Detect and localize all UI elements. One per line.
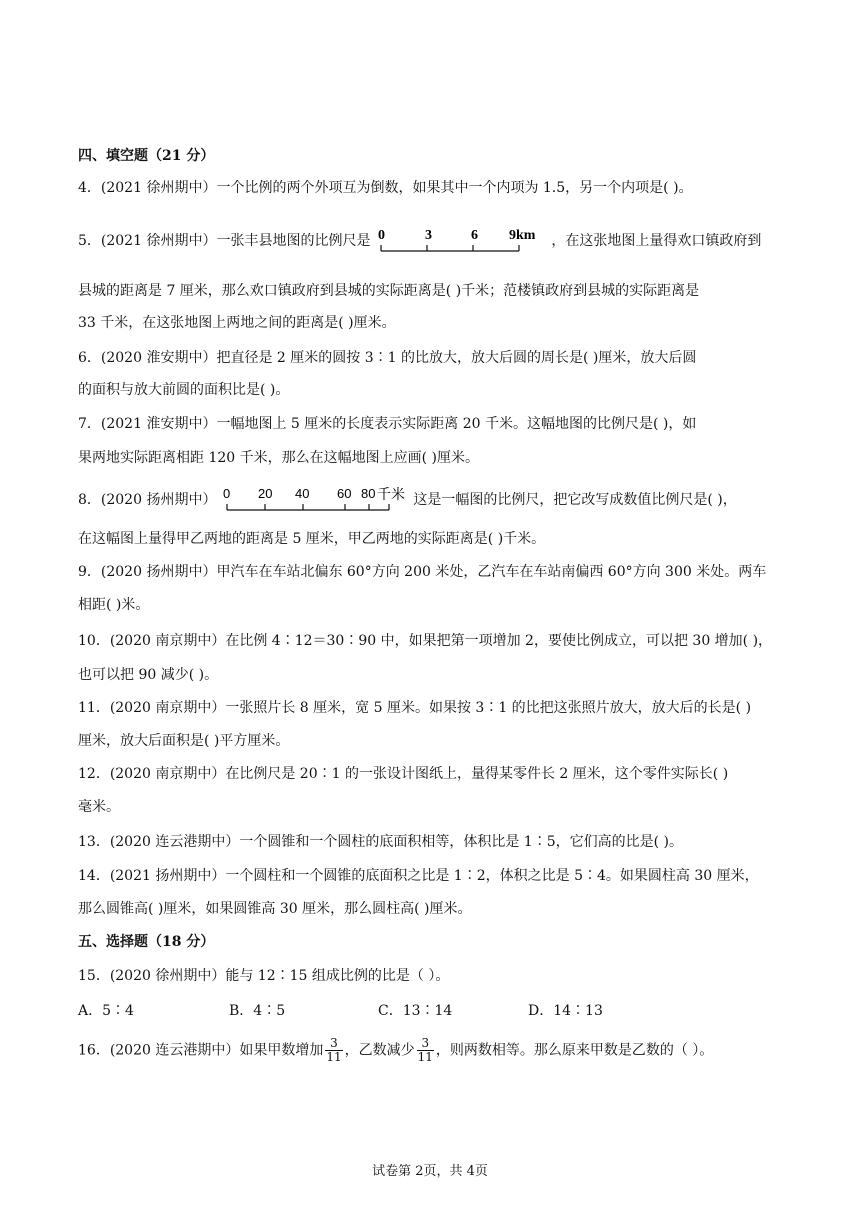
q5-scale-label-6: 6	[470, 228, 478, 243]
fraction-3-11-second	[417, 1037, 434, 1064]
question-14-line-2: 那么圆锥高( )厘米，如果圆锥高 30 厘米，那么圆柱高( )厘米。	[78, 901, 472, 917]
q5-scale-label-9km: 9km	[508, 228, 536, 243]
q5-scale-label-0: 0	[377, 228, 385, 243]
line-scale-bar-q5	[375, 226, 547, 256]
question-15-option-d: D．14∶13	[528, 1003, 603, 1019]
question-16-text-c: ，则两数相等。那么原来甲数是乙数的（ ）。	[435, 1042, 714, 1059]
fraction-numerator: 3	[325, 1037, 342, 1051]
question-9-line-2: 相距( )米。	[78, 597, 150, 613]
question-16-text-b: ，乙数减少	[344, 1042, 415, 1059]
q8-scale-label-80: 80	[360, 486, 376, 501]
q8-scale-label-unit: 千米	[376, 487, 405, 503]
question-16-text-a: 16．(2020 连云港期中）如果甲数增加	[78, 1042, 324, 1059]
question-14-line-1: 14．(2021 扬州期中）一个圆柱和一个圆锥的底面积之比是 1∶2，体积之比是 5∶4。如果圆柱高 30 厘米，	[78, 868, 759, 884]
question-5-line-1	[78, 226, 761, 256]
question-15-option-a: A．5∶4	[78, 1003, 134, 1019]
question-7-line-1: 7．(2021 淮安期中）一幅地图上 5 厘米的长度表示实际距离 20 千米。这幅地图的比例尺是( )，如	[78, 416, 697, 432]
question-9-line-1: 9．(2020 扬州期中）甲汽车在车站北偏东 60°方向 200 米处，乙汽车在车站南偏西 60°方向 300 米处。两车	[78, 564, 767, 580]
question-10-line-1: 10．(2020 南京期中）在比例 4∶12＝30∶90 中，如果把第一项增加 2，要使比例成立，可以把 30 增加( )，	[78, 633, 773, 649]
question-15: 15．(2020 徐州期中）能与 12∶15 组成比例的比是（ ）。	[78, 968, 450, 984]
question-11-line-2: 厘米，放大后面积是( )平方厘米。	[78, 733, 290, 749]
question-8-line-1	[78, 486, 737, 514]
question-6-line-1: 6．(2020 淮安期中）把直径是 2 厘米的圆按 3∶1 的比放大，放大后圆的周长是( )厘米，放大后圆	[78, 350, 697, 366]
q5-scale-label-3: 3	[424, 228, 432, 243]
q8-scale-label-60: 60	[336, 486, 352, 501]
fraction-numerator: 3	[417, 1037, 434, 1051]
question-8-line-2: 在这幅图上量得甲乙两地的距离是 5 厘米，甲乙两地的实际距离是( )千米。	[78, 531, 546, 547]
fraction-3-11-first	[325, 1037, 342, 1064]
q8-scale-label-20: 20	[257, 486, 273, 501]
question-16	[78, 1037, 713, 1064]
question-11-line-1: 11．(2020 南京期中）一张照片长 8 厘米，宽 5 厘米。如果按 3∶1 的比把这张照片放大，放大后的长是( )	[78, 700, 752, 716]
question-15-option-b: B．4∶5	[229, 1003, 286, 1019]
fraction-denominator: 11	[326, 1050, 342, 1064]
question-13: 13．(2020 连云港期中）一个圆锥和一个圆柱的底面积相等，体积比是 1∶5，它们高的比是( )。	[78, 834, 683, 850]
question-6-line-2: 的面积与放大前圆的面积比是( )。	[78, 382, 290, 398]
question-10-line-2: 也可以把 90 减少( )。	[78, 667, 219, 683]
question-7-line-2: 果两地实际距离相距 120 千米，那么在这幅地图上应画( )厘米。	[78, 450, 479, 466]
line-scale-bar-q8	[221, 486, 409, 514]
section-4-heading: 四、填空题（21 分）	[78, 148, 215, 164]
question-8-text-b: 这是一幅图的比例尺，把它改写成数值比例尺是( )，	[413, 492, 737, 508]
fraction-denominator: 11	[417, 1050, 433, 1064]
question-12-line-2: 毫米。	[78, 799, 120, 815]
section-5-heading: 五、选择题（18 分）	[78, 934, 215, 950]
question-5-line-2: 县城的距离是 7 厘米，那么欢口镇政府到县城的实际距离是( )千米；范楼镇政府到县城的实际距离是	[78, 283, 700, 299]
question-5-text-b: ，在这张地图上量得欢口镇政府到	[551, 233, 762, 249]
question-5-text-a: 5．(2021 徐州期中）一张丰县地图的比例尺是	[78, 233, 371, 249]
q8-scale-label-0: 0	[222, 486, 231, 501]
q8-scale-label-40: 40	[294, 486, 310, 501]
page-footer: 试卷第 2页，共 4页	[372, 1164, 488, 1179]
question-4: 4．(2021 徐州期中）一个比例的两个外项互为倒数，如果其中一个内项为 1.5，另一个内项是( )。	[78, 180, 693, 196]
question-5-line-3: 33 千米，在这张地图上两地之间的距离是( )厘米。	[78, 315, 396, 331]
question-8-text-a: 8．(2020 扬州期中）	[78, 492, 217, 508]
question-15-option-c: C．13∶14	[378, 1003, 453, 1019]
question-12-line-1: 12．(2020 南京期中）在比例尺是 20∶1 的一张设计图纸上，量得某零件长 2 厘米，这个零件实际长( )	[78, 766, 729, 782]
